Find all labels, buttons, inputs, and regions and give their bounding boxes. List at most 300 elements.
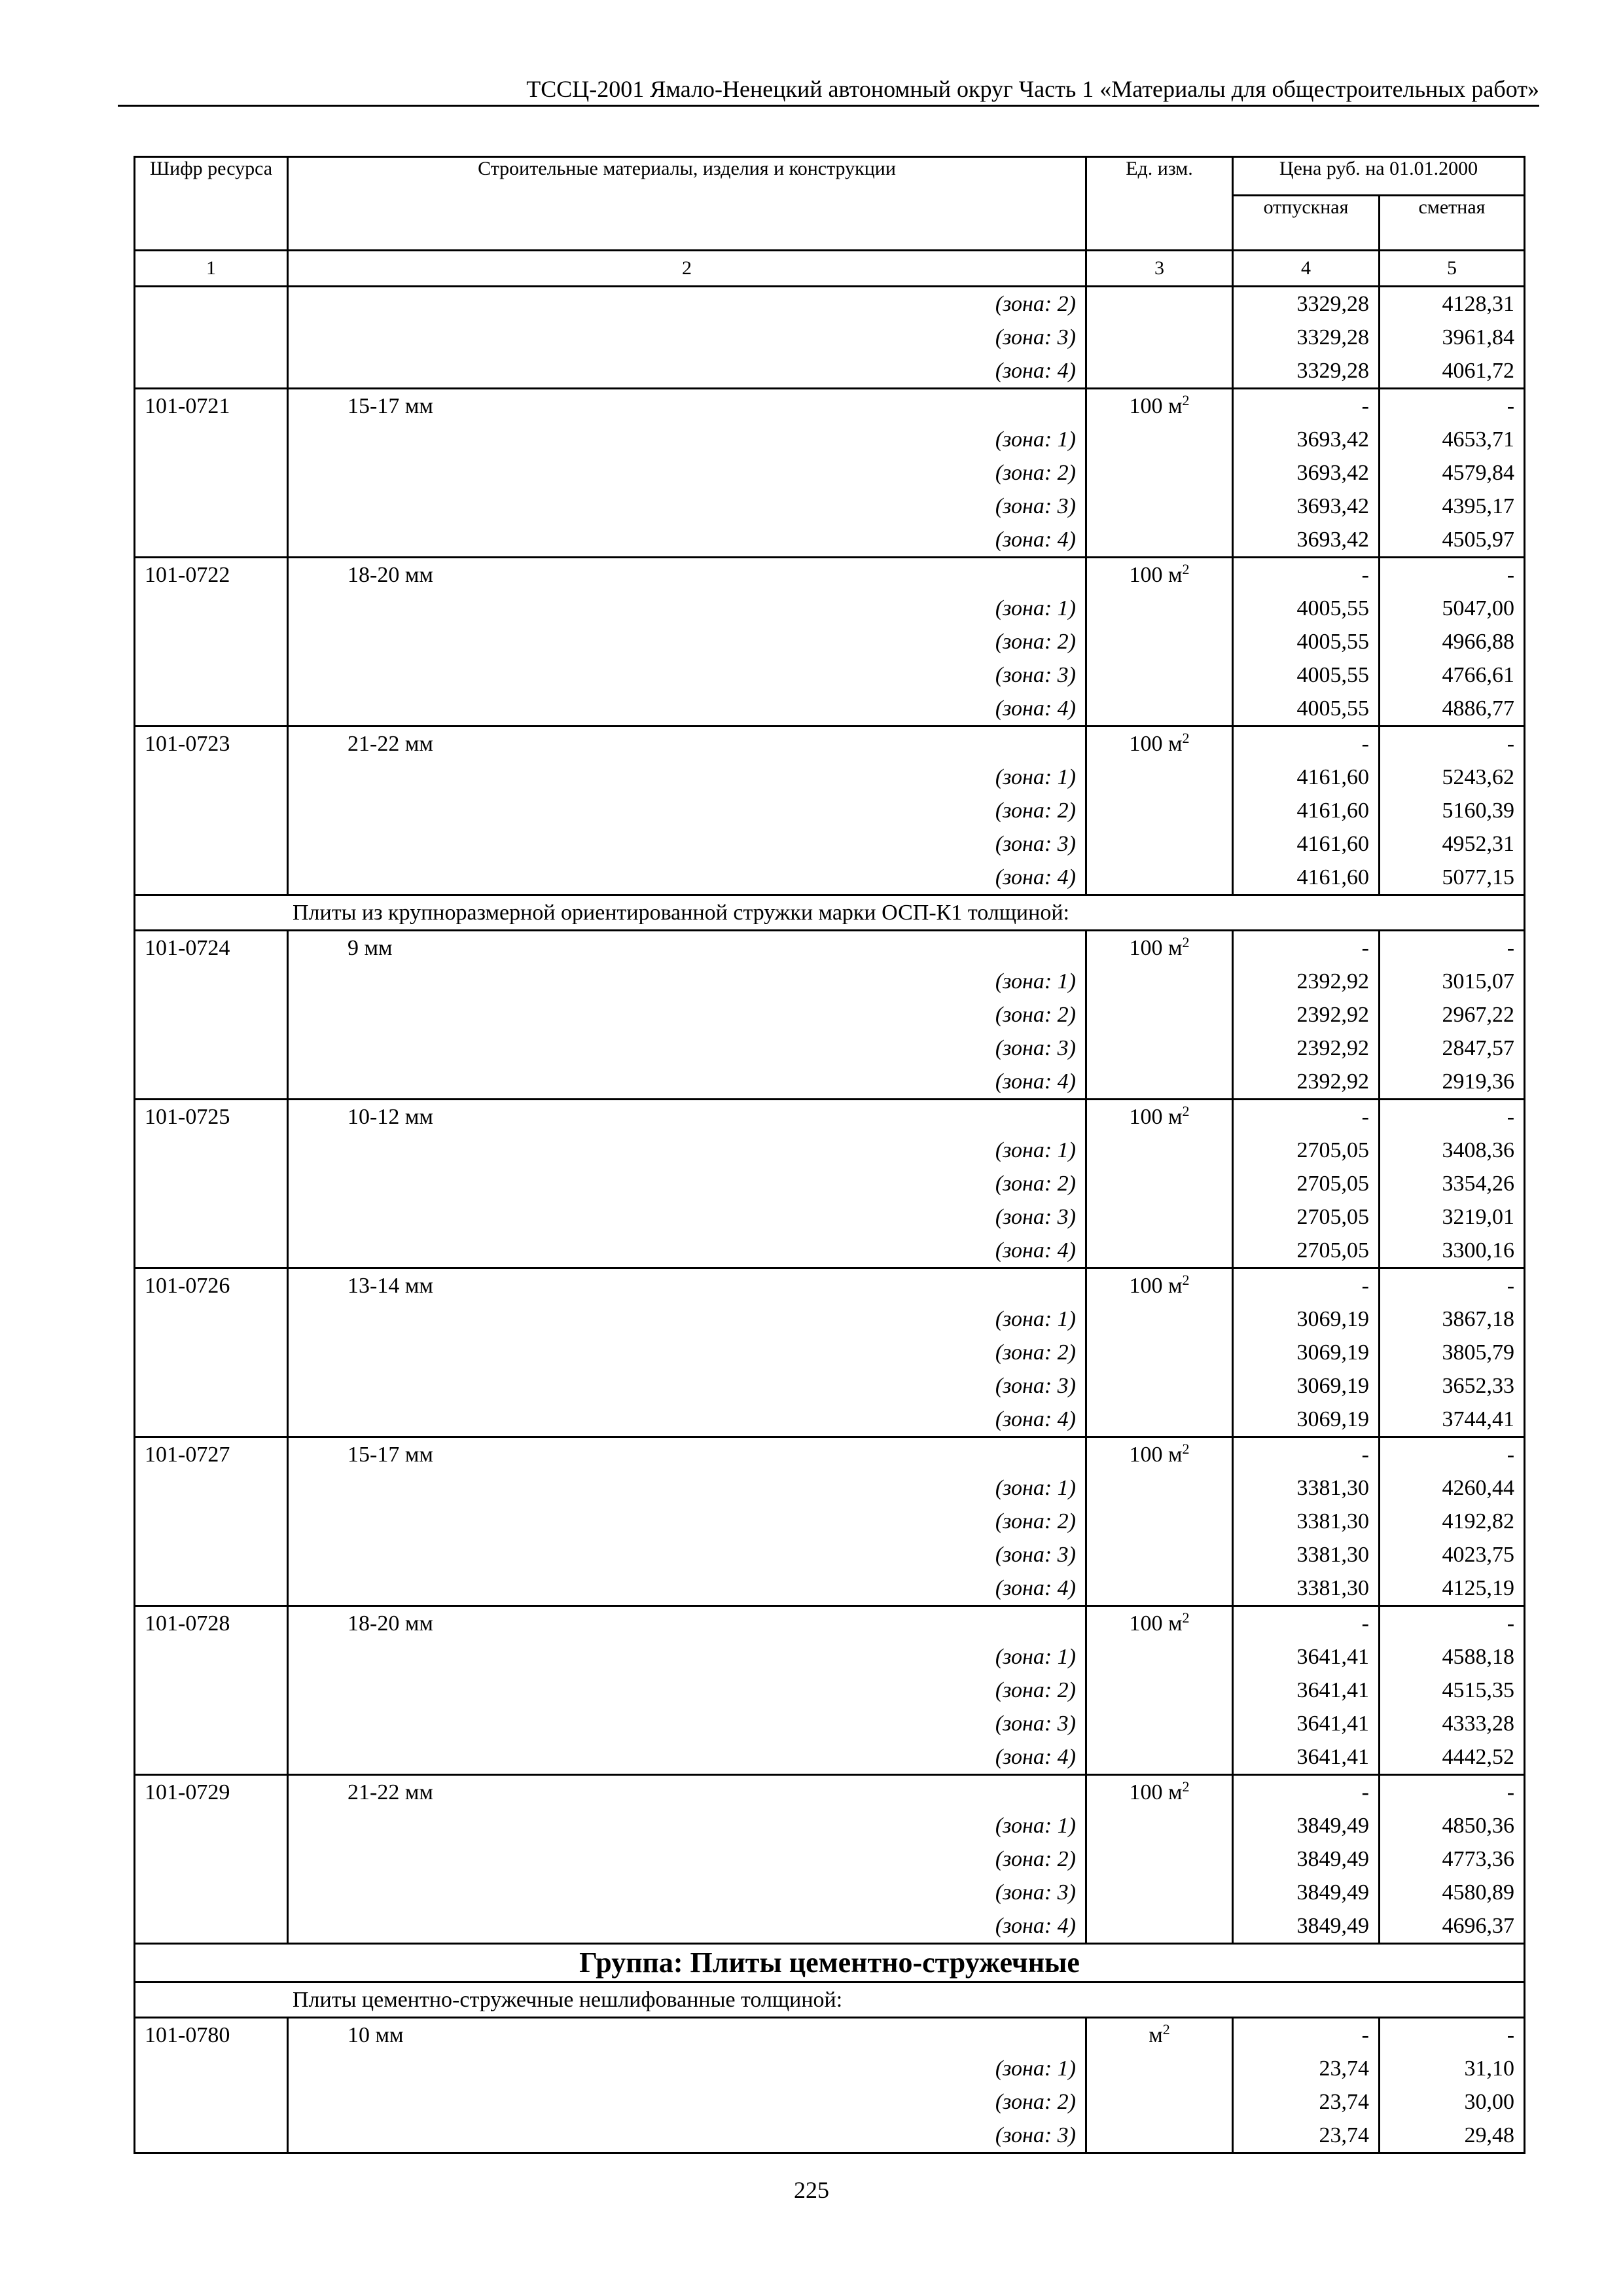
empty-unit-cell	[1086, 1740, 1233, 1775]
release-price-dash: -	[1233, 1606, 1380, 1641]
zone-label: (зона: 3)	[288, 2119, 1086, 2153]
zone-price-row	[135, 1505, 1525, 1538]
release-price-dash: -	[1233, 2018, 1380, 2053]
zone-label: (зона: 4)	[288, 1234, 1086, 1268]
unit-text: 100 м	[1129, 936, 1183, 960]
estimate-price: 4125,19	[1380, 1571, 1525, 1606]
release-price: 3849,49	[1233, 1842, 1380, 1876]
release-price: 2392,92	[1233, 965, 1380, 998]
estimate-price: 4579,84	[1380, 456, 1525, 490]
zone-price-row	[135, 1369, 1525, 1403]
empty-unit-cell	[1086, 2052, 1233, 2085]
zone-label: (зона: 3)	[288, 490, 1086, 523]
zone-label: (зона: 1)	[288, 761, 1086, 794]
section-subheading: Плиты цементно-стружечные нешлифованные толщиной:	[135, 1982, 1525, 2018]
empty-unit-cell	[1086, 1909, 1233, 1944]
zone-label: (зона: 4)	[288, 861, 1086, 895]
col-number: 5	[1380, 251, 1525, 287]
release-price-dash: -	[1233, 726, 1380, 761]
zone-label: (зона: 2)	[288, 1842, 1086, 1876]
release-price: 3381,30	[1233, 1571, 1380, 1606]
zone-label: (зона: 4)	[288, 1403, 1086, 1437]
estimate-price: 4766,61	[1380, 658, 1525, 692]
empty-unit-cell	[1086, 1134, 1233, 1167]
zone-label: (зона: 3)	[288, 1538, 1086, 1571]
release-price: 4161,60	[1233, 794, 1380, 827]
zone-label: (зона: 1)	[288, 1134, 1086, 1167]
estimate-price: 2847,57	[1380, 1031, 1525, 1065]
empty-code-cell	[135, 423, 288, 456]
resource-code: 101-0722	[135, 558, 288, 592]
empty-unit-cell	[1086, 1842, 1233, 1876]
resource-unit	[1086, 1268, 1233, 1303]
zone-price-row	[135, 1134, 1525, 1167]
release-price: 3069,19	[1233, 1403, 1380, 1437]
zone-price-row	[135, 1403, 1525, 1437]
zone-price-row	[135, 1809, 1525, 1842]
release-price: 2705,05	[1233, 1200, 1380, 1234]
empty-code-cell	[135, 1842, 288, 1876]
estimate-price: 4333,28	[1380, 1707, 1525, 1740]
empty-unit-cell	[1086, 1031, 1233, 1065]
resource-row	[135, 931, 1525, 965]
resource-code: 101-0723	[135, 726, 288, 761]
zone-price-row	[135, 658, 1525, 692]
release-price: 3693,42	[1233, 423, 1380, 456]
zone-label: (зона: 2)	[288, 1674, 1086, 1707]
empty-code-cell	[135, 456, 288, 490]
empty-code-cell	[135, 1538, 288, 1571]
zone-price-row	[135, 1336, 1525, 1369]
zone-price-row	[135, 2119, 1525, 2153]
zone-price-row	[135, 2085, 1525, 2119]
unit-superscript: 2	[1162, 2021, 1170, 2037]
empty-code-cell	[135, 592, 288, 625]
zone-label: (зона: 2)	[288, 2085, 1086, 2119]
zone-label: (зона: 2)	[288, 998, 1086, 1031]
resource-name: 15-17 мм	[288, 389, 1086, 423]
estimate-price: 3961,84	[1380, 321, 1525, 354]
estimate-price: 3867,18	[1380, 1302, 1525, 1336]
zone-price-row	[135, 456, 1525, 490]
empty-unit-cell	[1086, 827, 1233, 861]
empty-code-cell	[135, 1336, 288, 1369]
empty-code-cell	[135, 1505, 288, 1538]
unit-superscript: 2	[1182, 1272, 1190, 1288]
zone-price-row	[135, 1640, 1525, 1674]
release-price: 3641,41	[1233, 1740, 1380, 1775]
header-rule	[118, 105, 1539, 107]
resource-unit	[1086, 2018, 1233, 2053]
estimate-price-dash: -	[1380, 558, 1525, 592]
resource-row	[135, 1437, 1525, 1472]
resource-unit	[1086, 726, 1233, 761]
col-number: 4	[1233, 251, 1380, 287]
estimate-price: 5243,62	[1380, 761, 1525, 794]
empty-code-cell	[135, 861, 288, 895]
document-header-title: ТССЦ-2001 Ямало-Ненецкий автономный округ Часть 1 «Материалы для общестроительных работ»	[526, 76, 1539, 102]
estimate-price: 4886,77	[1380, 692, 1525, 726]
estimate-price: 4773,36	[1380, 1842, 1525, 1876]
unit-superscript: 2	[1182, 1778, 1190, 1795]
section-subheading: Плиты из крупноразмерной ориентированной стружки марки ОСП-К1 толщиной:	[135, 895, 1525, 931]
zone-label: (зона: 3)	[288, 1876, 1086, 1909]
page-number: 225	[794, 2177, 829, 2203]
zone-price-row	[135, 1707, 1525, 1740]
zone-label: (зона: 1)	[288, 1640, 1086, 1674]
resource-name: 10 мм	[288, 2018, 1086, 2053]
zone-price-row	[135, 1471, 1525, 1505]
unit-text: 100 м	[1129, 394, 1183, 418]
zone-label: (зона: 3)	[288, 1200, 1086, 1234]
empty-code-cell	[135, 1707, 288, 1740]
resource-name: 13-14 мм	[288, 1268, 1086, 1303]
estimate-price: 3219,01	[1380, 1200, 1525, 1234]
resource-row	[135, 389, 1525, 423]
unit-superscript: 2	[1182, 561, 1190, 577]
empty-unit-cell	[1086, 321, 1233, 354]
resource-name: 10-12 мм	[288, 1100, 1086, 1134]
resource-name: 9 мм	[288, 931, 1086, 965]
unit-superscript: 2	[1182, 1103, 1190, 1119]
zone-label: (зона: 1)	[288, 1809, 1086, 1842]
release-price: 3381,30	[1233, 1505, 1380, 1538]
zone-price-row	[135, 287, 1525, 321]
resource-unit	[1086, 1775, 1233, 1810]
zone-label: (зона: 1)	[288, 2052, 1086, 2085]
zone-label: (зона: 4)	[288, 1571, 1086, 1606]
resource-name: 21-22 мм	[288, 1775, 1086, 1810]
estimate-price-dash: -	[1380, 726, 1525, 761]
empty-code-cell	[135, 354, 288, 389]
unit-text: 100 м	[1129, 1105, 1183, 1129]
empty-code-cell	[135, 2052, 288, 2085]
estimate-price: 3015,07	[1380, 965, 1525, 998]
empty-unit-cell	[1086, 523, 1233, 558]
estimate-price-dash: -	[1380, 2018, 1525, 2053]
zone-label: (зона: 3)	[288, 1369, 1086, 1403]
col-header-code: Шифр ресурса	[135, 157, 288, 251]
release-price: 2392,92	[1233, 1031, 1380, 1065]
empty-unit-cell	[1086, 1336, 1233, 1369]
release-price: 4005,55	[1233, 592, 1380, 625]
release-price: 3069,19	[1233, 1302, 1380, 1336]
resource-unit	[1086, 1606, 1233, 1641]
resource-name: 18-20 мм	[288, 558, 1086, 592]
unit-text: м	[1149, 2023, 1163, 2047]
empty-unit-cell	[1086, 2119, 1233, 2153]
resource-unit	[1086, 389, 1233, 423]
estimate-price-dash: -	[1380, 931, 1525, 965]
resource-name: 15-17 мм	[288, 1437, 1086, 1472]
estimate-price: 4505,97	[1380, 523, 1525, 558]
resource-name: 18-20 мм	[288, 1606, 1086, 1641]
resource-unit	[1086, 931, 1233, 965]
unit-superscript: 2	[1182, 392, 1190, 408]
empty-unit-cell	[1086, 794, 1233, 827]
empty-code-cell	[135, 658, 288, 692]
empty-unit-cell	[1086, 625, 1233, 658]
col-number: 3	[1086, 251, 1233, 287]
empty-unit-cell	[1086, 1065, 1233, 1100]
zone-label: (зона: 2)	[288, 1505, 1086, 1538]
release-price: 4005,55	[1233, 658, 1380, 692]
estimate-price: 5047,00	[1380, 592, 1525, 625]
resource-row	[135, 558, 1525, 592]
release-price: 3641,41	[1233, 1707, 1380, 1740]
empty-unit-cell	[1086, 1403, 1233, 1437]
release-price-dash: -	[1233, 1100, 1380, 1134]
col-header-unit: Ед. изм.	[1086, 157, 1233, 251]
empty-code-cell	[135, 998, 288, 1031]
empty-code-cell	[135, 625, 288, 658]
estimate-price: 31,10	[1380, 2052, 1525, 2085]
empty-code-cell	[135, 1740, 288, 1775]
zone-label: (зона: 3)	[288, 1031, 1086, 1065]
zone-price-row	[135, 625, 1525, 658]
empty-unit-cell	[1086, 1674, 1233, 1707]
unit-superscript: 2	[1182, 1441, 1190, 1457]
resource-code: 101-0724	[135, 931, 288, 965]
zone-price-row	[135, 1234, 1525, 1268]
empty-code-cell	[135, 1909, 288, 1944]
zone-price-row	[135, 827, 1525, 861]
estimate-price: 4023,75	[1380, 1538, 1525, 1571]
empty-unit-cell	[1086, 1809, 1233, 1842]
estimate-price: 4850,36	[1380, 1809, 1525, 1842]
unit-superscript: 2	[1182, 730, 1190, 746]
zone-price-row	[135, 761, 1525, 794]
zone-price-row	[135, 861, 1525, 895]
group-heading-row	[135, 1944, 1525, 1982]
zone-label: (зона: 4)	[288, 692, 1086, 726]
estimate-price: 29,48	[1380, 2119, 1525, 2153]
estimate-price: 3354,26	[1380, 1167, 1525, 1200]
zone-price-row	[135, 1909, 1525, 1944]
empty-code-cell	[135, 523, 288, 558]
empty-unit-cell	[1086, 1302, 1233, 1336]
empty-unit-cell	[1086, 965, 1233, 998]
empty-code-cell	[135, 1640, 288, 1674]
resource-code: 101-0728	[135, 1606, 288, 1641]
release-price: 2705,05	[1233, 1234, 1380, 1268]
col-header-price-group: Цена руб. на 01.01.2000	[1233, 157, 1525, 196]
empty-code-cell	[135, 1234, 288, 1268]
release-price: 4161,60	[1233, 827, 1380, 861]
release-price: 3329,28	[1233, 354, 1380, 389]
release-price: 3641,41	[1233, 1640, 1380, 1674]
zone-label: (зона: 1)	[288, 592, 1086, 625]
estimate-price: 3408,36	[1380, 1134, 1525, 1167]
empty-code-cell	[135, 2085, 288, 2119]
empty-unit-cell	[1086, 490, 1233, 523]
empty-unit-cell	[1086, 2085, 1233, 2119]
zone-label: (зона: 1)	[288, 423, 1086, 456]
empty-unit-cell	[1086, 692, 1233, 726]
release-price: 3693,42	[1233, 490, 1380, 523]
release-price-dash: -	[1233, 1775, 1380, 1810]
col-header-estimate-price: сметная	[1380, 196, 1525, 251]
resource-row	[135, 1775, 1525, 1810]
section-subheading-row	[135, 1982, 1525, 2018]
resource-code: 101-0727	[135, 1437, 288, 1472]
estimate-price-dash: -	[1380, 1100, 1525, 1134]
zone-price-row	[135, 1842, 1525, 1876]
zone-label: (зона: 3)	[288, 658, 1086, 692]
col-number: 2	[288, 251, 1086, 287]
empty-code-cell	[135, 287, 288, 321]
zone-price-row	[135, 1302, 1525, 1336]
zone-price-row	[135, 1571, 1525, 1606]
empty-code-cell	[135, 1031, 288, 1065]
release-price: 3693,42	[1233, 523, 1380, 558]
estimate-price-dash: -	[1380, 1775, 1525, 1810]
resource-row	[135, 1606, 1525, 1641]
estimate-price: 2919,36	[1380, 1065, 1525, 1100]
release-price: 23,74	[1233, 2085, 1380, 2119]
estimate-price: 3744,41	[1380, 1403, 1525, 1437]
empty-unit-cell	[1086, 1571, 1233, 1606]
release-price: 3849,49	[1233, 1876, 1380, 1909]
resource-row	[135, 726, 1525, 761]
empty-unit-cell	[1086, 1200, 1233, 1234]
zone-label: (зона: 3)	[288, 1707, 1086, 1740]
unit-text: 100 м	[1129, 1274, 1183, 1298]
empty-code-cell	[135, 490, 288, 523]
estimate-price: 3652,33	[1380, 1369, 1525, 1403]
zone-price-row	[135, 592, 1525, 625]
empty-unit-cell	[1086, 998, 1233, 1031]
estimate-price: 4588,18	[1380, 1640, 1525, 1674]
release-price-dash: -	[1233, 1437, 1380, 1472]
zone-label: (зона: 4)	[288, 523, 1086, 558]
release-price: 3381,30	[1233, 1538, 1380, 1571]
release-price: 4161,60	[1233, 761, 1380, 794]
estimate-price: 3300,16	[1380, 1234, 1525, 1268]
release-price: 3069,19	[1233, 1336, 1380, 1369]
estimate-price: 5160,39	[1380, 794, 1525, 827]
zone-price-row	[135, 692, 1525, 726]
estimate-price: 4260,44	[1380, 1471, 1525, 1505]
zone-price-row	[135, 965, 1525, 998]
section-subheading-row	[135, 895, 1525, 931]
zone-label: (зона: 2)	[288, 1167, 1086, 1200]
zone-label: (зона: 1)	[288, 965, 1086, 998]
resource-row	[135, 1100, 1525, 1134]
zone-price-row	[135, 1538, 1525, 1571]
estimate-price: 4696,37	[1380, 1909, 1525, 1944]
estimate-price: 4061,72	[1380, 354, 1525, 389]
estimate-price: 4395,17	[1380, 490, 1525, 523]
zone-price-row	[135, 1065, 1525, 1100]
price-table-body	[135, 287, 1525, 2153]
empty-unit-cell	[1086, 761, 1233, 794]
zone-price-row	[135, 1740, 1525, 1775]
estimate-price: 4653,71	[1380, 423, 1525, 456]
empty-code-cell	[135, 965, 288, 998]
release-price: 23,74	[1233, 2052, 1380, 2085]
empty-code-cell	[135, 692, 288, 726]
empty-unit-cell	[1086, 658, 1233, 692]
group-heading: Группа: Плиты цементно-стружечные	[135, 1944, 1525, 1982]
estimate-price: 4128,31	[1380, 287, 1525, 321]
resource-code: 101-0726	[135, 1268, 288, 1303]
zone-price-row	[135, 490, 1525, 523]
empty-unit-cell	[1086, 287, 1233, 321]
resource-code: 101-0729	[135, 1775, 288, 1810]
empty-code-cell	[135, 1674, 288, 1707]
estimate-price: 3805,79	[1380, 1336, 1525, 1369]
resource-unit	[1086, 1100, 1233, 1134]
estimate-price: 2967,22	[1380, 998, 1525, 1031]
zone-label: (зона: 4)	[288, 354, 1086, 389]
estimate-price: 4192,82	[1380, 1505, 1525, 1538]
release-price-dash: -	[1233, 558, 1380, 592]
zone-price-row	[135, 2052, 1525, 2085]
unit-text: 100 м	[1129, 563, 1183, 587]
resource-code: 101-0721	[135, 389, 288, 423]
price-table	[134, 156, 1525, 2154]
release-price: 3693,42	[1233, 456, 1380, 490]
col-header-name: Строительные материалы, изделия и конструкции	[288, 157, 1086, 251]
resource-row	[135, 1268, 1525, 1303]
zone-price-row	[135, 1031, 1525, 1065]
release-price-dash: -	[1233, 931, 1380, 965]
estimate-price: 4966,88	[1380, 625, 1525, 658]
zone-price-row	[135, 523, 1525, 558]
release-price: 4005,55	[1233, 625, 1380, 658]
release-price: 23,74	[1233, 2119, 1380, 2153]
empty-unit-cell	[1086, 1471, 1233, 1505]
estimate-price-dash: -	[1380, 389, 1525, 423]
release-price: 3069,19	[1233, 1369, 1380, 1403]
empty-unit-cell	[1086, 1505, 1233, 1538]
empty-code-cell	[135, 1302, 288, 1336]
empty-code-cell	[135, 1571, 288, 1606]
empty-code-cell	[135, 1369, 288, 1403]
zone-price-row	[135, 1167, 1525, 1200]
estimate-price: 5077,15	[1380, 861, 1525, 895]
resource-unit	[1086, 558, 1233, 592]
empty-code-cell	[135, 761, 288, 794]
zone-label: (зона: 2)	[288, 456, 1086, 490]
release-price: 4161,60	[1233, 861, 1380, 895]
estimate-price-dash: -	[1380, 1606, 1525, 1641]
estimate-price: 4442,52	[1380, 1740, 1525, 1775]
release-price: 3849,49	[1233, 1909, 1380, 1944]
empty-unit-cell	[1086, 456, 1233, 490]
empty-code-cell	[135, 321, 288, 354]
empty-unit-cell	[1086, 1234, 1233, 1268]
zone-label: (зона: 2)	[288, 1336, 1086, 1369]
empty-code-cell	[135, 1134, 288, 1167]
zone-price-row	[135, 321, 1525, 354]
empty-unit-cell	[1086, 1707, 1233, 1740]
zone-price-row	[135, 998, 1525, 1031]
empty-code-cell	[135, 1876, 288, 1909]
release-price-dash: -	[1233, 389, 1380, 423]
zone-label: (зона: 1)	[288, 1471, 1086, 1505]
resource-name: 21-22 мм	[288, 726, 1086, 761]
col-header-release-price: отпускная	[1233, 196, 1380, 251]
release-price: 3849,49	[1233, 1809, 1380, 1842]
resource-unit	[1086, 1437, 1233, 1472]
empty-unit-cell	[1086, 1167, 1233, 1200]
zone-price-row	[135, 1674, 1525, 1707]
release-price: 2705,05	[1233, 1134, 1380, 1167]
zone-price-row	[135, 423, 1525, 456]
empty-code-cell	[135, 1200, 288, 1234]
